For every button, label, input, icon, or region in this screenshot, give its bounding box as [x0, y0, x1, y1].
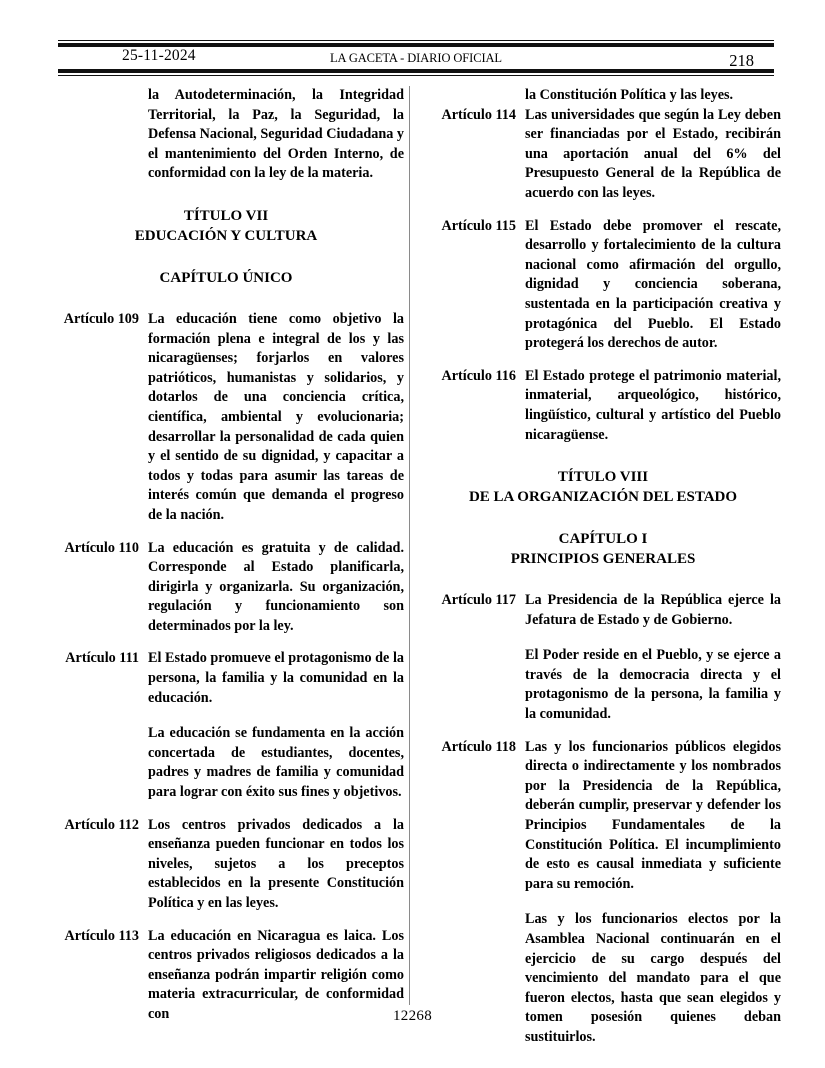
capitulo-unico-heading: CAPÍTULO ÚNICO	[159, 269, 293, 286]
article-block	[48, 539, 404, 637]
article-label: Artículo 114	[441, 106, 516, 123]
article-block	[425, 217, 781, 354]
article-block	[425, 738, 781, 1048]
article-block	[425, 591, 781, 725]
page-masthead	[58, 40, 774, 76]
article-body	[148, 539, 404, 637]
article-paragraph: El Estado protege el patrimonio material, inmaterial, arqueológico, histórico, lingüístico, cultural y artístico del Pueblo nicaragüense.	[525, 367, 781, 443]
article-body	[525, 738, 781, 1048]
article-body	[148, 816, 404, 914]
article-body	[148, 927, 404, 1045]
article-body	[525, 217, 781, 354]
article-paragraph: El Estado promueve el protagonismo de la persona, la familia y la comunidad en la educación.	[148, 650, 404, 706]
article-block	[425, 106, 781, 204]
title-viii-subheading: DE LA ORGANIZACIÓN DEL ESTADO	[468, 489, 738, 506]
article-body	[148, 310, 404, 526]
article-body	[525, 106, 781, 204]
capitulo-i-heading: CAPÍTULO I	[558, 531, 648, 548]
article-paragraph: La educación se fundamenta en la acción concertada de estudiantes, docentes, padres y madres de familia y comunidad para lograr con éxito sus fines y objetivos.	[148, 725, 404, 801]
article-block	[48, 816, 404, 914]
masthead-page-number: 218	[729, 51, 754, 70]
article-paragraph: La educación en Nicaragua es laica. Los centros privados religiosos dedicados a la enseñanza podrán impartir religión como materia extracurricular, de conformidad con	[148, 927, 404, 1022]
article-paragraph: Las universidades que según la Ley deben ser financiadas por el Estado, recibirán una aportación anual del 6% del Presupuesto General de la República de acuerdo con las leyes.	[525, 106, 781, 201]
article-block	[48, 649, 404, 802]
right-column	[425, 86, 781, 1061]
masthead-date: 25-11-2024	[122, 47, 196, 64]
article-body	[525, 591, 781, 725]
article-paragraph: Los centros privados dedicados a la enseñanza pueden funcionar en todos los niveles, sujetos a los preceptos establecidos en la presente Constitución Política y en las leyes.	[148, 816, 404, 911]
article-label: Artículo 115	[441, 217, 516, 234]
title-viii-heading: TÍTULO VIII	[557, 469, 649, 486]
article-paragraph: El Estado debe promover el rescate, desarrollo y fortalecimiento de la cultura nacional como afirmación del orgullo, dignidad y conciencia soberana, sustentada en la participación creativa y protagónica del Pueblo. El Estado protegerá los derechos de autor.	[525, 217, 781, 352]
article-body	[148, 649, 404, 802]
article-label: Artículo 116	[441, 367, 516, 384]
article-paragraph: Las y los funcionarios electos por la Asamblea Nacional continuarán en el ejercicio de su cargo después del vencimiento del mandato para el que fueron electos, hasta que sean elegidos y tomen posesión quienes deban sustituirlos.	[525, 911, 781, 1045]
article-paragraph: El Poder reside en el Pueblo, y se ejerce a través de la democracia directa y el protagonismo de la persona, la familia y la comunidad.	[525, 647, 781, 723]
masthead-publication-title: LA GACETA - DIARIO OFICIAL	[330, 50, 502, 65]
column-divider	[409, 86, 410, 1005]
left-continuation-paragraph: la Autodeterminación, la Integridad Territorial, la Paz, la Seguridad, la Defensa Nacional, Seguridad Ciudadana y el mantenimiento del Orden Interno, de conformidad con la ley de la materia.	[148, 87, 404, 182]
principios-generales-subheading: PRINCIPIOS GENERALES	[510, 551, 696, 568]
article-paragraph: La educación es gratuita y de calidad. Corresponde al Estado planificarla, dirigirla y organizarla. Su organización, regulación y funcionamiento son determinados por la ley.	[148, 539, 404, 634]
article-label: Artículo 112	[64, 816, 139, 833]
article-label: Artículo 109	[63, 310, 139, 327]
page-folio-number: 12268	[393, 1008, 432, 1024]
article-label: Artículo 113	[64, 927, 139, 944]
title-vii-subheading: EDUCACIÓN Y CULTURA	[134, 227, 318, 244]
title-vii-heading: TÍTULO VII	[183, 207, 269, 224]
article-label: Artículo 118	[441, 738, 516, 755]
article-block	[48, 927, 404, 1045]
article-paragraph: Las y los funcionarios públicos elegidos directa o indirectamente y los nombrados por la Presidencia de la República, deberán cumplir, preservar y defender los Principios Fundamentales de la Constitución Política. El incumplimiento de esto es causal inmediata y suficiente para su remoción.	[525, 738, 781, 892]
article-label: Artículo 111	[65, 650, 139, 667]
right-continuation-paragraph: la Constitución Política y las leyes.	[525, 87, 734, 103]
left-column	[48, 86, 404, 1057]
article-paragraph: La educación tiene como objetivo la formación plena e integral de los y las nicaragüenses; forjarlos en valores patrióticos, humanistas y solidarios, y dotarlos de una conciencia crítica, científica, ambiental y evolucionaria; desarrollar la personalidad de cada quien y el sentido de su dignidad, y capacitar a todos y todas para asumir las tareas de interés común que demanda el progreso de la nación.	[148, 310, 404, 523]
article-block	[48, 310, 404, 526]
masthead-row	[58, 47, 774, 69]
article-paragraph: La Presidencia de la República ejerce la Jefatura de Estado y de Gobierno.	[525, 592, 781, 628]
article-body	[525, 367, 781, 445]
article-label: Artículo 117	[441, 592, 516, 609]
article-block	[425, 367, 781, 445]
masthead-rule-bottom-thin	[58, 75, 774, 76]
article-label: Artículo 110	[64, 539, 139, 556]
